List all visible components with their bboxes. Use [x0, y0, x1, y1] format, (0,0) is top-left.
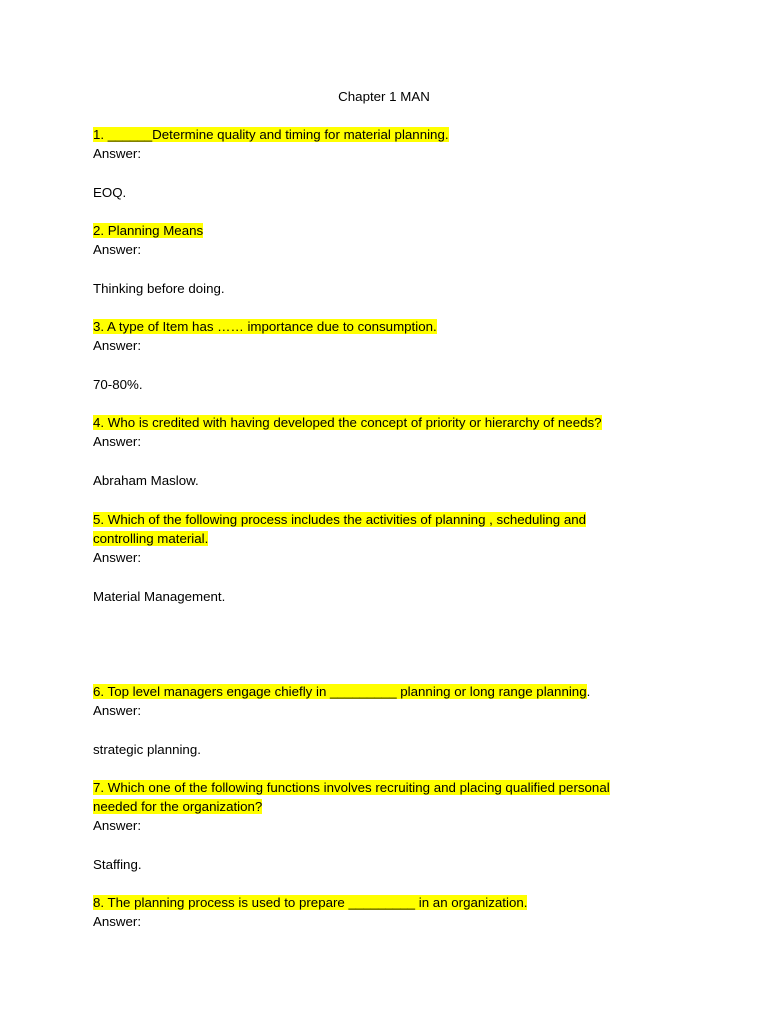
question-text-line-2: needed for the organization? [93, 799, 263, 814]
answer-text: Staffing. [93, 857, 142, 872]
answer-text: 70-80%. [93, 377, 143, 392]
answer-label: Answer: [93, 550, 142, 565]
question-text: 1. ______Determine quality and timing for material planning. [93, 127, 449, 142]
answer-label: Answer: [93, 242, 142, 257]
question-text-line-2: controlling material. [93, 531, 209, 546]
answer-label: Answer: [93, 818, 142, 833]
question-item-8 [93, 893, 668, 931]
question-text-line-1: 5. Which of the following process includes the activities of planning , scheduling and [93, 512, 587, 527]
answer-text: EOQ. [93, 185, 127, 200]
answer-label: Answer: [93, 703, 142, 718]
question-item-3 [93, 317, 668, 355]
question-text: 4. Who is credited with having developed the concept of priority or hierarchy of needs? [93, 415, 602, 430]
answer-label: Answer: [93, 434, 142, 449]
answer-text: strategic planning. [93, 742, 201, 757]
question-item-6 [93, 682, 668, 720]
answer-label: Answer: [93, 338, 142, 353]
question-item-5 [93, 510, 668, 567]
question-item-1 [93, 125, 668, 163]
answer-label: Answer: [93, 914, 142, 929]
question-item-7 [93, 778, 668, 835]
question-trailing-period: . [586, 684, 591, 699]
answer-text: Material Management. [93, 589, 226, 604]
answer-text: Thinking before doing. [93, 281, 225, 296]
question-text: 3. A type of Item has …… importance due to consumption. [93, 319, 437, 334]
page-title: Chapter 1 MAN [338, 89, 430, 104]
question-text-line-1: 7. Which one of the following functions involves recruiting and placing qualified personal [93, 780, 610, 795]
question-text: 8. The planning process is used to prepare _________ in an organization. [93, 895, 528, 910]
answer-label: Answer: [93, 146, 142, 161]
question-item-2 [93, 221, 668, 259]
question-item-4 [93, 413, 668, 451]
answer-text: Abraham Maslow. [93, 473, 199, 488]
question-text: 6. Top level managers engage chiefly in _________ planning or long range planning [93, 684, 587, 699]
question-text: 2. Planning Means [93, 223, 204, 238]
